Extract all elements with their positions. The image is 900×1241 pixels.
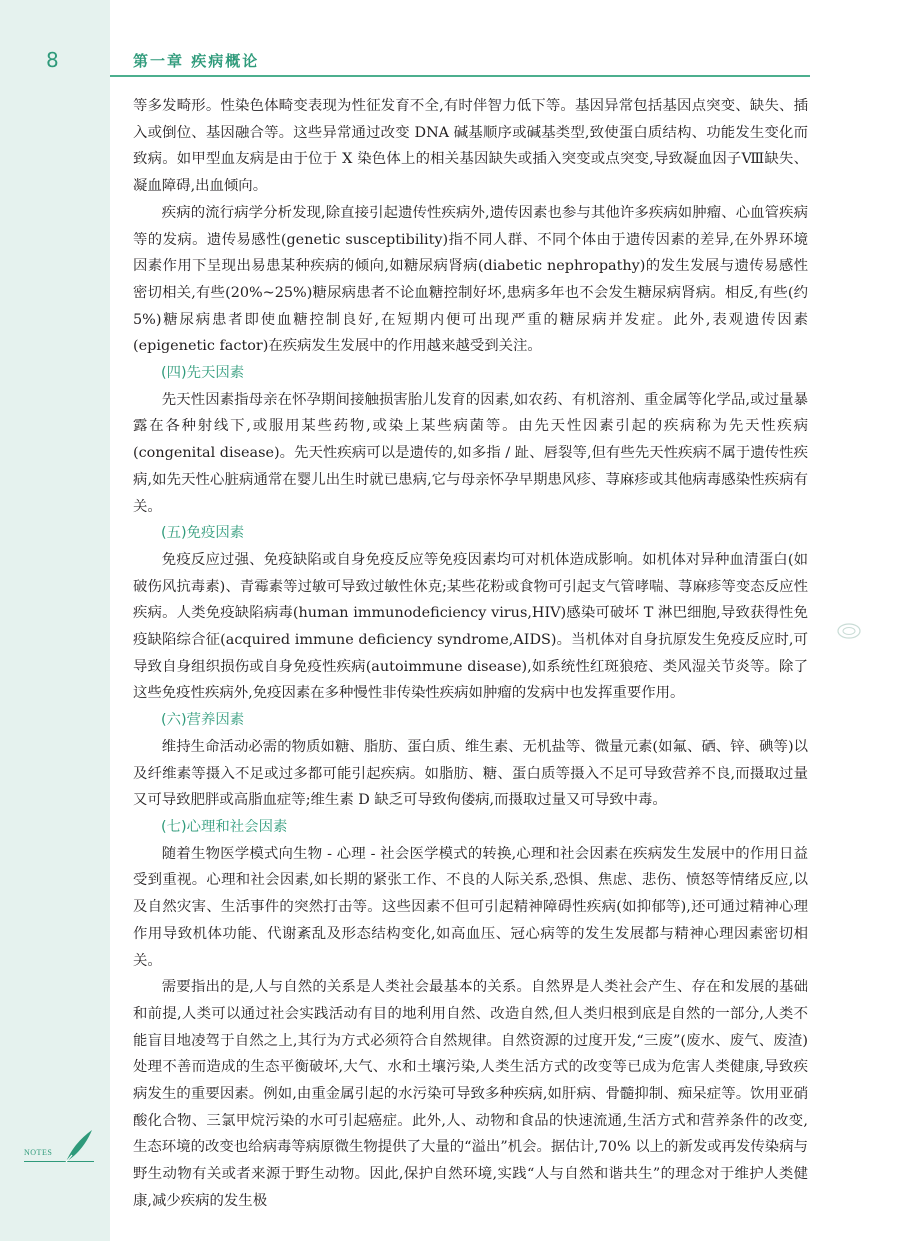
paragraph: 先天性因素指母亲在怀孕期间接触损害胎儿发育的因素,如农药、有机溶剂、重金属等化学品,或过量暴露在各种射线下,或服用某些药物,或染上某些病菌等。由先天性因素引起的疾病称为先天性疾病(congenital disease)。先天性疾病可以是遗传的,如多指 / 趾、唇裂等,但有些先天性疾病不属于遗传性疾病,如先天性心脏病通常在婴儿出生时就已患病,它与母亲怀孕早期患风疹、荨麻疹或其他病毒感染性疾病有关。 [133, 391, 808, 515]
paragraph: 等多发畸形。性染色体畸变表现为性征发育不全,有时伴智力低下等。基因异常包括基因点突变、缺失、插入或倒位、基因融合等。这些异常通过改变 DNA 碱基顺序或碱基类型,致使蛋白质结构、功能发生变化而致病。如甲型血友病是由于位于 X 染色体上的相关基因缺失或插入突变或点突变,导致凝血因子Ⅷ缺失、凝血障碍,出血倾向。 [133, 98, 808, 195]
notes-mark [24, 1128, 104, 1170]
paragraph: 维持生命活动必需的物质如糖、脂肪、蛋白质、维生素、无机盐等、微量元素(如氟、硒、锌、碘等)以及纤维素等摄入不足或过多都可能引起疾病。如脂肪、糖、蛋白质等摄入不足可导致营养不良,而摄取过量又可导致肥胖或高脂血症等;维生素 D 缺乏可导致佝偻病,而摄取过量又可导致中毒。 [133, 738, 808, 809]
paragraph: 需要指出的是,人与自然的关系是人类社会最基本的关系。自然界是人类社会产生、存在和发展的基础和前提,人类可以通过社会实践活动有目的地利用自然、改造自然,但人类归根到底是自然的一部分,人类不能盲目地凌驾于自然之上,其行为方式必须符合自然规律。自然资源的过度开发,“三废”(废水、废气、废渣)处理不善而造成的生态平衡破坏,大气、水和土壤污染,人类生活方式的改变等已成为危害人类健康,导致疾病发生的重要因素。例如,由重金属引起的水污染可导致多种疾病,如肝病、骨髓抑制、痴呆症等。饮用亚硝酸化合物、三氯甲烷污染的水可引起癌症。此外,人、动物和食品的快速流通,生活方式和营养条件的改变,生态环境的改变也给病毒等病原微生物提供了大量的“溢出”机会。据估计,70% 以上的新发或再发传染病与野生动物有关或者来源于野生动物。因此,保护自然环境,实践“人与自然和谐共生”的理念对于维护人类健康,减少疾病的发生极 [133, 979, 808, 1209]
paragraph: 免疫反应过强、免疫缺陷或自身免疫反应等免疫因素均可对机体造成影响。如机体对异种血清蛋白(如破伤风抗毒素)、青霉素等过敏可导致过敏性休克;某些花粉或食物可引起支气管哮喘、荨麻疹等变态反应性疾病。人类免疫缺陷病毒(human immunodeficiency virus,HIV)感染可破坏 T 淋巴细胞,导致获得性免疫缺陷综合征(acquired immune deficiency syndrome,AIDS)。当机体对自身抗原发生免疫反应时,可导致自身组织损伤或自身免疫性疾病(autoimmune disease),如系统性红斑狼疮、类风湿关节炎等。除了这些免疫性疾病外,免疫因素在多种慢性非传染性疾病如肿瘤的发病中也发挥重要作用。 [133, 551, 808, 702]
notes-label: NOTES [24, 1148, 53, 1157]
section-heading: (七)心理和社会因素 [161, 818, 288, 835]
section-heading: (四)先天因素 [161, 365, 245, 382]
section-heading: (五)免疫因素 [161, 525, 245, 542]
running-header: 第一章 疾病概论 [133, 52, 260, 70]
header-rule [110, 75, 810, 77]
pen-icon [62, 1128, 96, 1164]
section-heading: (六)营养因素 [161, 712, 245, 729]
paragraph: 疾病的流行病学分析发现,除直接引起遗传性疾病外,遗传因素也参与其他许多疾病如肿瘤、心血管疾病等的发病。遗传易感性(genetic susceptibility)指不同人群、不同个体由于遗传因素的差异,在外界环境因素作用下呈现出易患某种疾病的倾向,如糖尿病肾病(diabetic nephropathy)的发生发展与遗传易感性密切相关,有些(20%~25%)糖尿病患者不论血糖控制好坏,患病多年也不会发生糖尿病肾病。相反,有些(约 5%)糖尿病患者即使血糖控制良好,在短期内便可出现严重的糖尿病并发症。此外,表观遗传因素(epigenetic factor)在疾病发生发展中的作用越来越受到关注。 [133, 204, 808, 355]
page-number: 8 [46, 48, 59, 72]
side-strip [0, 0, 110, 1241]
body-text [133, 93, 808, 1215]
seal-icon [836, 622, 862, 640]
paragraph: 随着生物医学模式向生物 - 心理 - 社会医学模式的转换,心理和社会因素在疾病发生发展中的作用日益受到重视。心理和社会因素,如长期的紧张工作、不良的人际关系,恐惧、焦虑、悲伤、愤怒等情绪反应,以及自然灾害、生活事件的突然打击等。这些因素不但可引起精神障碍性疾病(如抑郁等),还可通过精神心理作用导致机体功能、代谢紊乱及形态结构变化,如高血压、冠心病等的发生发展都与精神心理因素密切相关。 [133, 845, 808, 969]
